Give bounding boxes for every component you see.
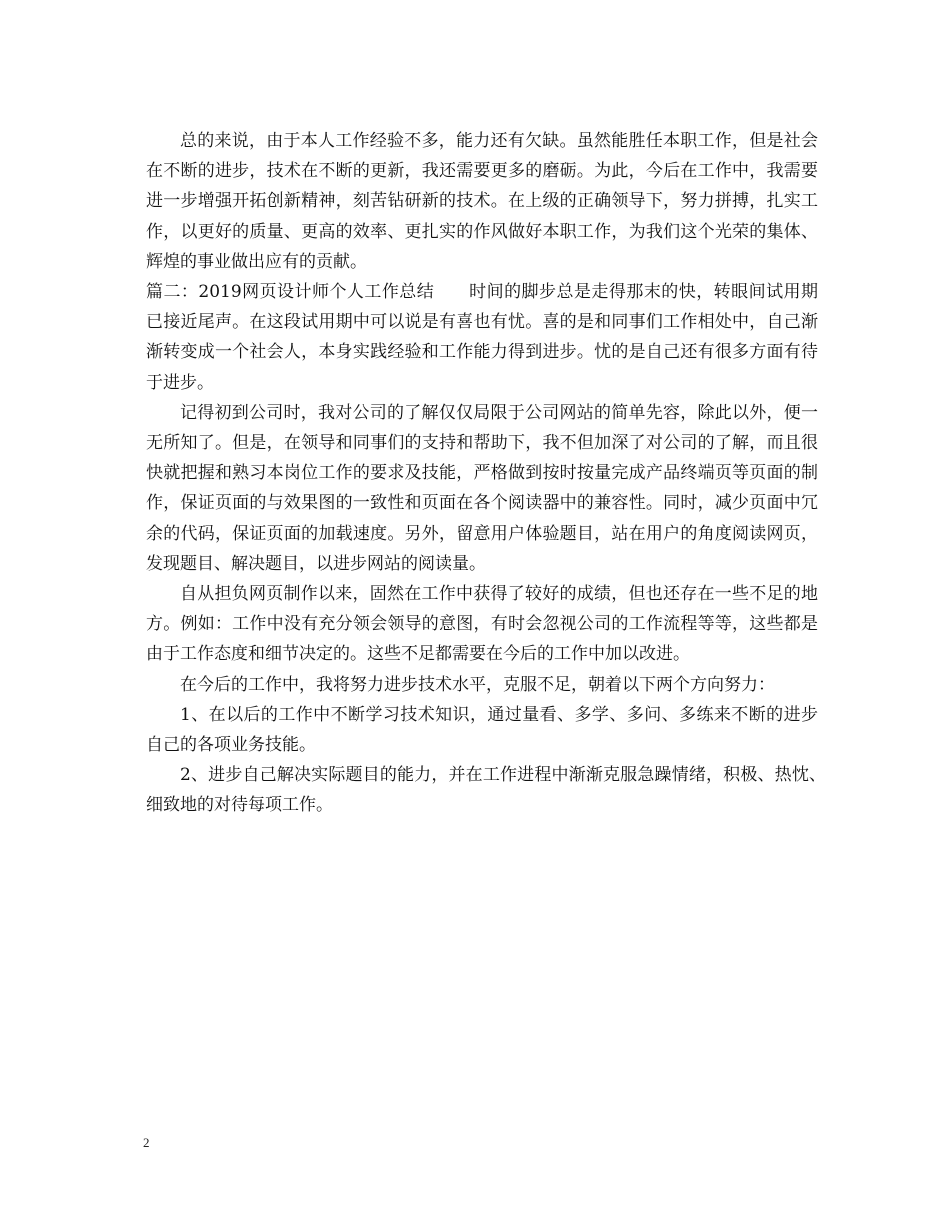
page-number: 2	[143, 1135, 150, 1150]
document-body	[146, 126, 826, 821]
paragraph-2: 篇二：2019网页设计师个人工作总结 时间的脚步总是走得那末的快，转眼间试用期已接近尾声。在这段试用期中可以说是有喜也有忧。喜的是和同事们工作相处中，自己渐渐转变成一个社会人，本身实践经验和工作能力得到进步。忧的是自己还有很多方面有待于进步。	[146, 282, 818, 393]
paragraph-5: 在今后的工作中，我将努力进步技术水平，克服不足，朝着以下两个方向努力：	[180, 674, 775, 695]
paragraph-4: 自从担负网页制作以来，固然在工作中获得了较好的成绩，但也还存在一些不足的地方。例如：工作中没有充分领会领导的意图，有时会忽视公司的工作流程等等，这些都是由于工作态度和细节决定的。这些不足都需要在今后的工作中加以改进。	[146, 584, 818, 665]
paragraph-7: 2、进步自己解决实际题目的能力，并在工作进程中渐渐克服急躁情绪，积极、热忱、细致地的对待每项工作。	[146, 765, 826, 816]
paragraph-1: 总的来说，由于本人工作经验不多，能力还有欠缺。虽然能胜任本职工作，但是社会在不断的进步，技术在不断的更新，我还需要更多的磨砺。为此，今后在工作中，我需要进一步增强开拓创新精神，刻苦钻研新的技术。在上级的正确领导下，努力拼搏，扎实工作，以更好的质量、更高的效率、更扎实的作风做好本职工作，为我们这个光荣的集体、辉煌的事业做出应有的贡献。	[146, 131, 818, 272]
paragraph-3: 记得初到公司时，我对公司的了解仅仅局限于公司网站的简单先容，除此以外，便一无所知了。但是，在领导和同事们的支持和帮助下，我不但加深了对公司的了解，而且很快就把握和熟习本岗位工作的要求及技能，严格做到按时按量完成产品终端页等页面的制作，保证页面的与效果图的一致性和页面在各个阅读器中的兼容性。同时，减少页面中冗余的代码，保证页面的加载速度。另外，留意用户体验题目，站在用户的角度阅读网页，发现题目、解决题目，以进步网站的阅读量。	[146, 402, 818, 574]
paragraph-6: 1、在以后的工作中不断学习技术知识，通过量看、多学、多问、多练来不断的进步自己的各项业务技能。	[146, 704, 818, 756]
